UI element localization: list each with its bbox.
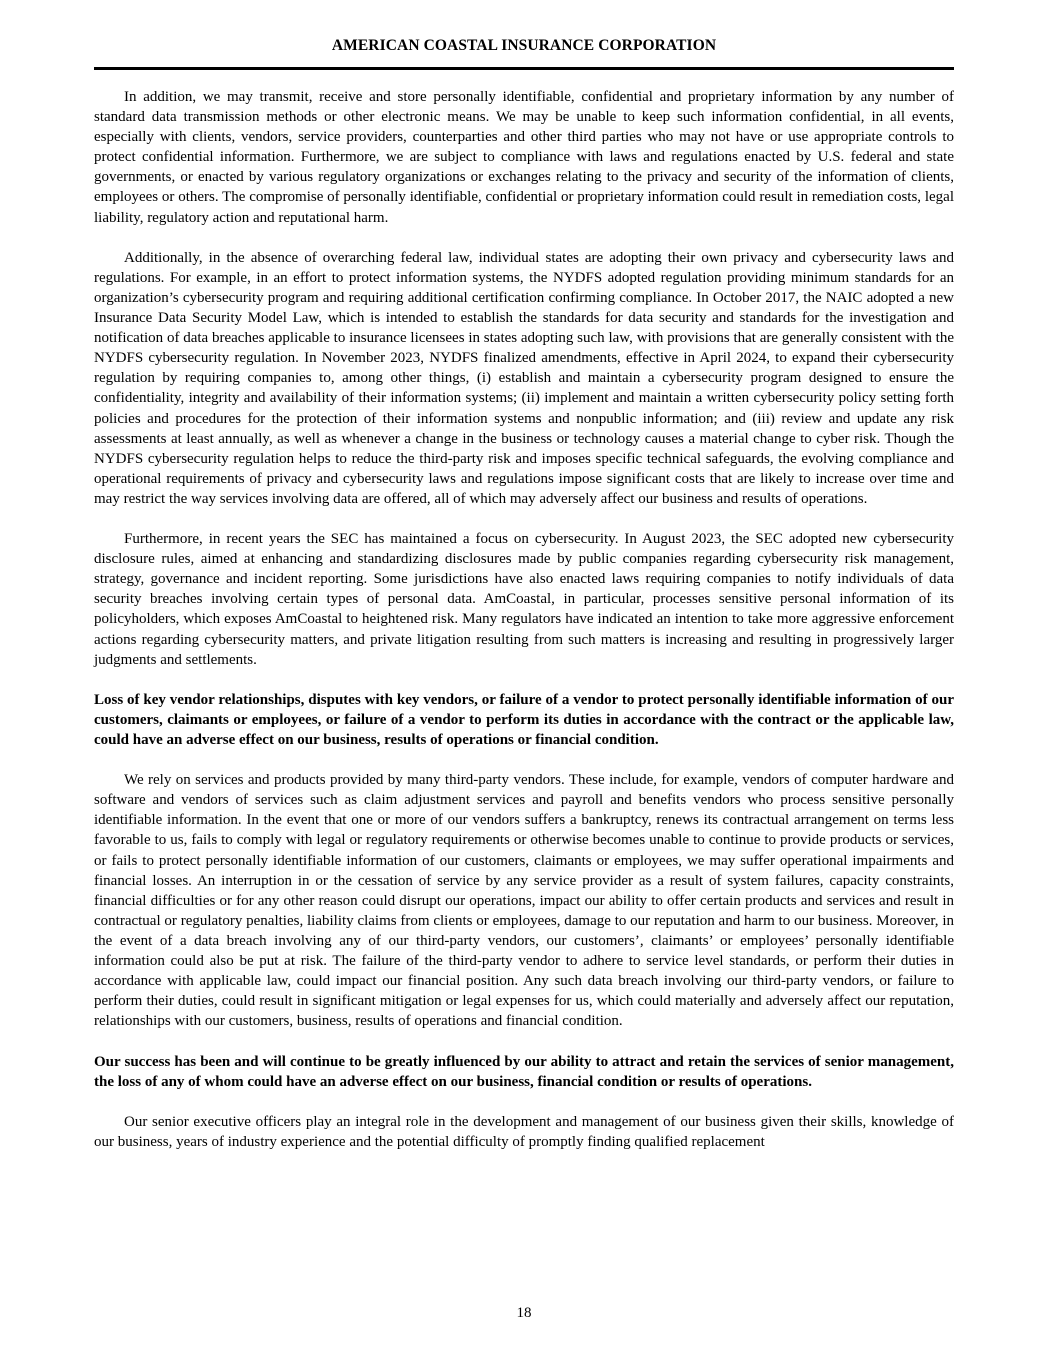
header-divider	[94, 67, 954, 70]
risk-heading-vendor-relationships: Loss of key vendor relationships, disputes with key vendors, or failure of a vendor to protect personally identifiable information of our customers, claimants or employees, or failure of a vendor to perform its duties in accordance with the contract or the applicable law, could have an adverse effect on our business, results of operations or financial condition.	[94, 691, 954, 748]
paragraph-sec-cybersecurity: Furthermore, in recent years the SEC has maintained a focus on cybersecurity. In August 2023, the SEC adopted new cybersecurity disclosure rules, aimed at enhancing and standardizing disclosures made by public companies regarding cybersecurity risk management, strategy, governance and incident reporting. Some jurisdictions have also enacted laws requiring companies to notify individuals of data security breaches involving certain types of personal data. AmCoastal, in particular, processes sensitive personal information of its policyholders, which exposes AmCoastal to heightened risk. Many regulators have indicated an intention to take more aggressive enforcement actions regarding cybersecurity matters, and private litigation resulting from such matters is increasing and resulting in progressively larger judgments and settlements.	[94, 531, 954, 668]
paragraph-spacer	[94, 1092, 954, 1112]
page-number: 18	[516, 1305, 532, 1321]
paragraph-spacer	[94, 670, 954, 690]
page-header-title: AMERICAN COASTAL INSURANCE CORPORATION	[331, 37, 717, 54]
paragraph-data-transmission: In addition, we may transmit, receive and store personally identifiable, confidential and proprietary information by any number of standard data transmission methods or other electronic means. We may be unable to keep such information confidential, in all events, especially with clients, vendors, service providers, counterparties and other third parties who may not have or use appropriate controls to protect confidential information. Furthermore, we are subject to compliance with laws and regulations enacted by U.S. federal and state governments, or enacted by various regulatory organizations or exchanges relating to the privacy and security of the information of clients, employees or others. The compromise of personally identifiable, confidential or proprietary information could result in remediation costs, legal liability, regulatory action and reputational harm.	[94, 89, 954, 226]
risk-heading-senior-management: Our success has been and will continue to be greatly influenced by our ability to attract and retain the services of senior management, the loss of any of whom could have an adverse effect on our business, financial condition or results of operations.	[94, 1053, 954, 1090]
paragraph-spacer	[94, 750, 954, 770]
document-body	[94, 87, 954, 1152]
paragraph-state-privacy-laws: Additionally, in the absence of overarching federal law, individual states are adopting their own privacy and cybersecurity laws and regulations. For example, in an effort to protect information systems, the NYDFS adopted regulation providing minimum standards for an organization’s cybersecurity program and requiring additional certification confirming compliance. In October 2017, the NAIC adopted a new Insurance Data Security Model Law, which is intended to establish the standards for data security and standards for the investigation and notification of data breaches applicable to insurance licensees in states adopting such law, with provisions that are generally consistent with the NYDFS cybersecurity regulation. In November 2023, NYDFS finalized amendments, effective in April 2024, to expand their cybersecurity regulation by requiring companies to, among other things, (i) establish and maintain a cybersecurity program designed to ensure the confidentiality, integrity and availability of their information systems; (ii) implement and maintain a written cybersecurity policy setting forth policies and procedures for the protection of their information systems and nonpublic information; and (iii) review and update any risk assessments at least annually, as well as whenever a change in the business or technology causes a material change to cyber risk. Though the NYDFS cybersecurity regulation helps to reduce the third-party risk and imposes specific technical safeguards, the evolving compliance and operational requirements of privacy and cybersecurity laws and regulations impose significant costs that are likely to increase over time and may restrict the way services involving data are offered, all of which may adversely affect our business and results of operations.	[94, 249, 954, 507]
paragraph-spacer	[94, 1031, 954, 1051]
paragraph-senior-executives: Our senior executive officers play an integral role in the development and management of our business given their skills, knowledge of our business, years of industry experience and the potential difficulty of promptly finding qualified replacement	[94, 1113, 954, 1150]
paragraph-spacer	[94, 509, 954, 529]
paragraph-third-party-vendors: We rely on services and products provided by many third-party vendors. These include, for example, vendors of computer hardware and software and vendors of services such as claim adjustment services and payroll and benefits vendors who process sensitive personally identifiable information. In the event that one or more of our vendors suffers a bankruptcy, renews its contractual arrangement on terms less favorable to us, fails to comply with legal or regulatory requirements or otherwise becomes unable to continue to provide products or services, or fails to protect personally identifiable information of our customers, claimants or employees, we may suffer operational impairments and financial losses. An interruption in or the cessation of service by any service provider as a result of system failures, capacity constraints, financial difficulties or for any other reason could disrupt our operations, impact our ability to offer certain products and services and result in contractual or regulatory penalties, liability claims from clients or employees, damage to our reputation and harm to our business. Moreover, in the event of a data breach involving any of our third-party vendors, our customers’, claimants’ or employees’ personally identifiable information could also be put at risk. The failure of the third-party vendor to adhere to service level standards, or perform their duties in accordance with applicable law, could impact our financial position. Any such data breach involving our third-party vendors, or failure to perform their duties, could result in significant mitigation or legal expenses for us, which could materially and adversely affect our reputation, relationships with our customers, business, results of operations and financial condition.	[94, 772, 954, 1030]
paragraph-spacer	[94, 228, 954, 248]
